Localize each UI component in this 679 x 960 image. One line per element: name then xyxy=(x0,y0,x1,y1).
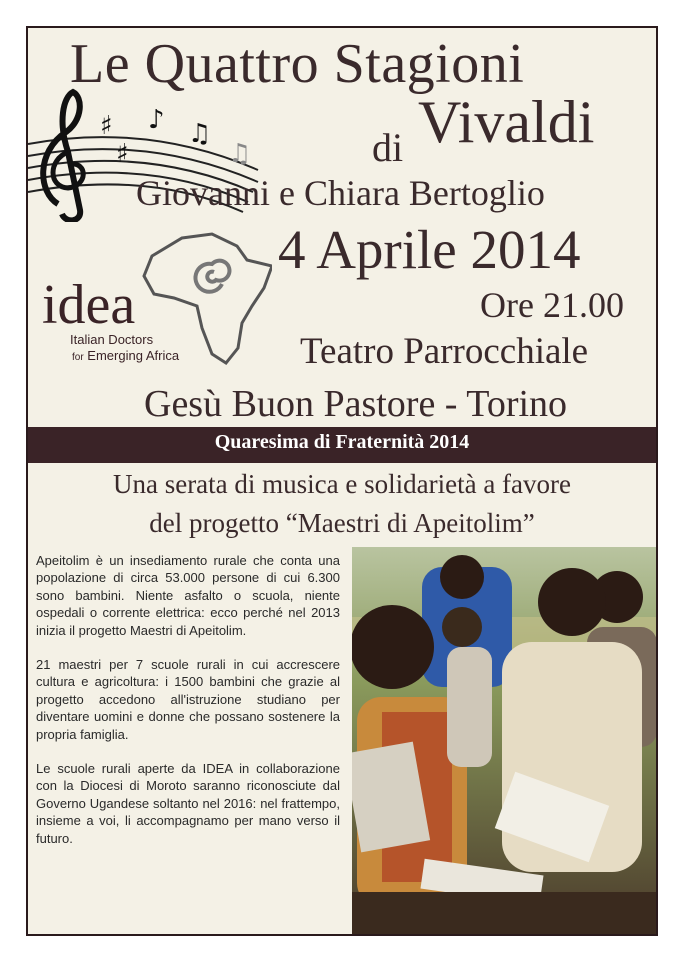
svg-text:♫: ♫ xyxy=(228,139,252,169)
body-paragraph-2: 21 maestri per 7 scuole rurali in cui accrescere cultura e agricoltura: i 1500 bambini che grazie al progetto accedono all'istruzione studiano per diventare uomini e donne che possano sostenere la propria famiglia. xyxy=(36,657,340,742)
title-composer: Vivaldi xyxy=(418,89,595,155)
logo-tagline-prefix: for xyxy=(72,352,84,363)
poster xyxy=(26,26,658,936)
svg-text:♪: ♪ xyxy=(148,105,165,135)
venue-line1: Teatro Parrocchiale xyxy=(300,331,589,372)
svg-text:♫: ♫ xyxy=(188,119,212,149)
body-text xyxy=(36,552,340,864)
body-paragraph-3: Le scuole rurali aperte da IDEA in collaborazione con la Diocesi di Moroto saranno riconosciute dal Governo Ugandese soltanto nel 2016: nel frattempo, insieme a voi, li accompagnamo per mano verso il futuro. xyxy=(36,761,340,846)
subtitle-line1: Una serata di musica e solidarietà a favore xyxy=(112,469,572,499)
svg-text:♯: ♯ xyxy=(100,111,113,141)
logo-tagline-main: Emerging Africa xyxy=(87,348,180,363)
title-di: di xyxy=(372,125,404,170)
subtitle-line2: del progetto “Maestri di Apeitolim” xyxy=(149,508,535,538)
svg-text:♯: ♯ xyxy=(116,139,129,169)
venue-line2: Gesù Buon Pastore - Torino xyxy=(144,383,568,425)
body-paragraph-1: Apeitolim è un insediamento rurale che conta una popolazione di circa 53.000 persone di cui 6.300 sono bambini. Niente asfalto o scuola, niente ospedali o corrente elettrica: ecco perché nel 2013 inizia il progetto Maestri di Apeitolim. xyxy=(36,553,340,638)
children-reading-photo xyxy=(352,547,658,934)
logo-tagline-line1: Italian Doctors xyxy=(70,332,154,347)
logo-tagline-line2 xyxy=(72,348,179,363)
event-time: Ore 21.00 xyxy=(480,285,624,325)
event-date: 4 Aprile 2014 xyxy=(278,219,581,280)
banner-text: Quaresima di Fraternità 2014 xyxy=(214,431,470,453)
title-line1: Le Quattro Stagioni xyxy=(70,33,525,95)
logo-wordmark: idea xyxy=(42,274,136,336)
artists: Giovanni e Chiara Bertoglio xyxy=(136,173,545,213)
